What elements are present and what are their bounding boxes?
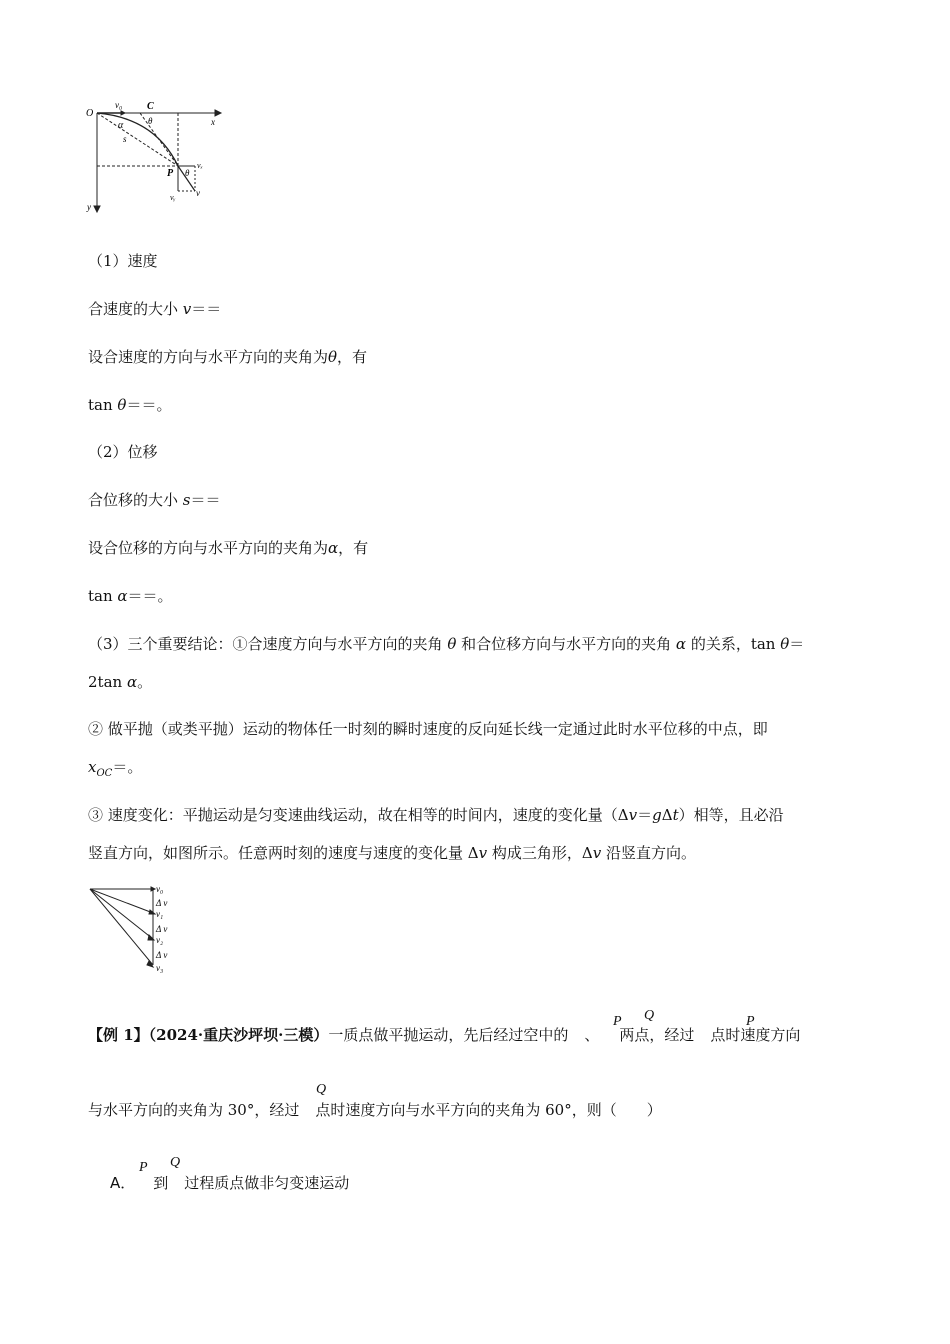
velocity-angle: 设合速度的方向与水平方向的夹角为θ，有	[88, 348, 368, 366]
var-P-2: P	[746, 1014, 755, 1029]
label-alpha: α	[118, 120, 124, 131]
label-x-axis: x	[211, 117, 215, 127]
label-vx: vₓ	[197, 161, 203, 170]
displacement-angle: 设合位移的方向与水平方向的夹角为α，有	[88, 539, 369, 557]
label-dv2: Δ v	[156, 924, 168, 934]
label-v1: v₁	[156, 909, 164, 919]
label-v: v	[196, 188, 200, 198]
example-tag: 【例 1】	[88, 1026, 149, 1044]
label-v2: v₂	[156, 935, 164, 945]
velocity-heading: （1）速度	[88, 252, 158, 270]
point3-line-1: ③ 速度变化：平抛运动是匀变速曲线运动，故在相等的时间内，速度的变化量（Δv＝gΔt）相等，且必沿	[88, 806, 784, 824]
label-vy: vᵧ	[170, 193, 176, 202]
tan-alpha: tan α＝＝。	[88, 587, 173, 605]
projectile-diagram	[85, 96, 225, 216]
label-v3: v₃	[156, 963, 164, 973]
conclusion-line-2: 2tan α。	[88, 673, 153, 691]
option-a-var-Q: Q	[170, 1155, 181, 1170]
var-Q-2: Q	[316, 1082, 327, 1097]
label-v0: v₀	[156, 884, 164, 894]
projectile-diagram-svg	[85, 96, 225, 216]
var-Q-1: Q	[644, 1008, 655, 1023]
option-a[interactable]: A． 到 过程质点做非匀变速运动	[110, 1174, 350, 1192]
label-O: O	[86, 108, 94, 119]
label-C: C	[147, 101, 154, 112]
label-P: P	[167, 168, 174, 179]
var-P-1: P	[613, 1014, 622, 1029]
displacement-magnitude: 合位移的大小 s＝＝	[88, 491, 221, 509]
velocity-change-diagram	[85, 883, 185, 978]
velocity-change-diagram-svg	[85, 883, 185, 978]
example-line-1: 【例 1】（2024·重庆沙坪坝·三模）一质点做平抛运动，先后经过空中的 、 两点，经过 点时速度方向	[88, 1026, 801, 1044]
option-a-var-P: P	[139, 1160, 148, 1175]
point2-line-2: $x_{OC}=$。	[88, 758, 143, 779]
example-line-2: 与水平方向的夹角为 30°，经过 点时速度方向与水平方向的夹角为 60°，则（ ）	[88, 1101, 662, 1119]
tan-theta: tan θ＝＝。	[88, 396, 172, 414]
example-source: （2024·重庆沙坪坝·三模）	[148, 1026, 329, 1044]
label-s: s	[123, 134, 127, 144]
point3-line-2: 竖直方向，如图所示。任意两时刻的速度与速度的变化量 Δv 构成三角形，Δv 沿竖直方向。	[88, 844, 696, 862]
label-v0: v₀	[115, 100, 123, 110]
option-a-label: A．	[110, 1174, 136, 1192]
label-dv1: Δ v	[156, 898, 168, 908]
displacement-heading: （2）位移	[88, 443, 158, 461]
label-dv3: Δ v	[156, 950, 168, 960]
label-y-axis: y	[87, 202, 91, 212]
point2-line-1: ② 做平抛（或类平抛）运动的物体任一时刻的瞬时速度的反向延长线一定通过此时水平位移的中点，即	[88, 720, 768, 738]
velocity-magnitude: 合速度的大小 v＝＝	[88, 300, 222, 318]
label-theta: θ	[148, 116, 153, 126]
label-theta2: θ	[185, 168, 190, 178]
conclusion-line-1: （3）三个重要结论：①合速度方向与水平方向的夹角 θ 和合位移方向与水平方向的夹角 α 的关系，tan θ＝	[88, 635, 805, 653]
